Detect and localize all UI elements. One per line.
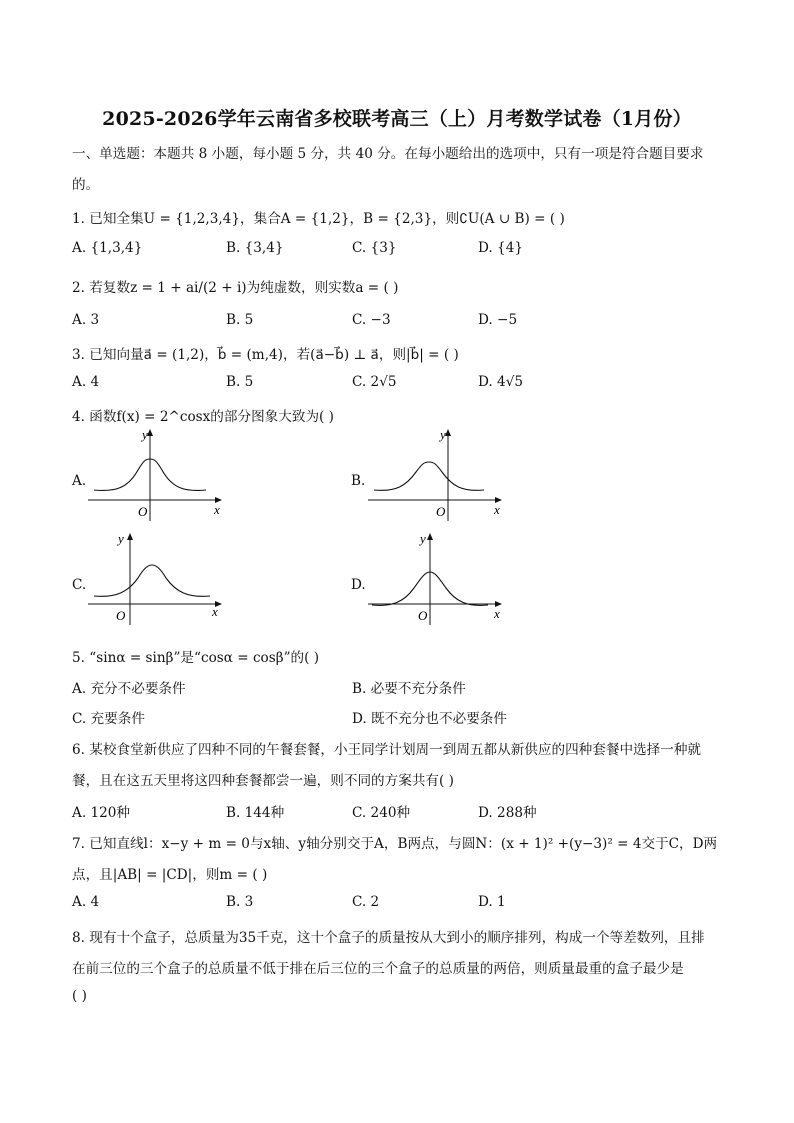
question-6-option-a: A. 120种 [72, 805, 130, 821]
question-7-option-d: D. 1 [478, 894, 506, 910]
question-3-option-d: D. 4√5 [478, 374, 524, 390]
question-1-option-b: B. {3,4} [226, 240, 284, 256]
section-heading: 一、单选题：本题共 8 小题，每小题 5 分，共 40 分。在每小题给出的选项中，只有一项是符合题目要求的。 [72, 146, 704, 193]
question-4-stem: 4. 函数f(x) = 2^cosx的部分图象大致为( ) [72, 409, 334, 425]
question-8-stem-line-3: ( ) [72, 988, 87, 1004]
question-1-option-c: C. {3} [352, 240, 397, 256]
question-6-option-c: C. 240种 [352, 805, 411, 821]
question-3-option-c: C. 2√5 [352, 374, 397, 390]
question-7-option-c: C. 2 [352, 894, 380, 910]
question-5-option-a: A. 充分不必要条件 [72, 681, 186, 697]
question-5-option-b: B. 必要不充分条件 [352, 681, 466, 697]
question-2-option-d: D. −5 [478, 312, 518, 328]
question-1-option-a: A. {1,3,4} [72, 240, 143, 256]
question-5-option-c: C. 充要条件 [72, 711, 145, 727]
question-3-stem: 3. 已知向量a⃗ = (1,2)，b⃗ = (m,4)，若(a⃗−b⃗) ⊥ a⃗，则|b⃗| = ( ) [72, 347, 459, 363]
question-6-stem-line-1: 6. 某校食堂新供应了四种不同的午餐套餐，小王同学计划周一到周五都从新供应的四种套餐中选择一种就 [72, 742, 702, 758]
graph-option-d [366, 530, 506, 626]
question-5-option-d: D. 既不充分也不必要条件 [352, 711, 507, 727]
graph-d-origin-label: O [418, 608, 428, 623]
graph-b-origin-label: O [436, 504, 446, 519]
question-4-option-c: C. [72, 577, 87, 593]
graph-d-y-label: y [420, 531, 426, 546]
graph-b-y-label: y [440, 427, 446, 442]
graph-c-y-label: y [118, 531, 124, 546]
graph-a-x-label: x [214, 502, 220, 517]
question-2-option-a: A. 3 [72, 312, 100, 328]
graph-c-x-label: x [212, 604, 218, 619]
question-7-stem-line-2: 点，且|AB| = |CD|，则m = ( ) [72, 867, 268, 883]
question-3-option-a: A. 4 [72, 374, 100, 390]
question-1-stem: 1. 已知全集U = {1,2,3,4}，集合A = {1,2}，B = {2,3}，则∁U(A ∪ B) = ( ) [72, 211, 565, 227]
question-6-option-d: D. 288种 [478, 805, 537, 821]
graph-option-a [86, 426, 226, 522]
question-1-option-d: D. {4} [478, 240, 524, 256]
page-title: 2025-2026学年云南省多校联考高三（上）月考数学试卷（1月份） [102, 108, 692, 130]
question-3-option-b: B. 5 [226, 374, 254, 390]
graph-c-origin-label: O [116, 608, 126, 623]
question-2-stem: 2. 若复数z = 1 + ai/(2 + i)为纯虚数，则实数a = ( ) [72, 280, 399, 296]
question-4-option-a: A. [72, 473, 87, 489]
question-4-option-b: B. [351, 473, 366, 489]
graph-a-y-label: y [142, 427, 148, 442]
question-6-option-b: B. 144种 [226, 805, 285, 821]
question-4-option-d: D. [351, 577, 366, 593]
question-7-option-a: A. 4 [72, 894, 100, 910]
graph-d-x-label: x [494, 606, 500, 621]
question-2-option-b: B. 5 [226, 312, 254, 328]
question-6-stem-line-2: 餐，且在这五天里将这四种套餐都尝一遍，则不同的方案共有( ) [72, 773, 454, 789]
question-8-stem-line-1: 8. 现有十个盒子，总质量为35千克，这十个盒子的质量按从大到小的顺序排列，构成一个等差数列，且排 [72, 930, 705, 946]
question-5-stem: 5. “sinα = sinβ”是“cosα = cosβ”的( ) [72, 650, 320, 666]
question-7-stem-line-1: 7. 已知直线l：x−y + m = 0与x轴、y轴分别交于A，B两点，与圆N：(x + 1)² +(y−3)² = 4交于C，D两 [72, 836, 718, 852]
graph-a-origin-label: O [138, 504, 148, 519]
graph-b-x-label: x [494, 502, 500, 517]
graph-option-c [86, 530, 226, 626]
question-8-stem-line-2: 在前三位的三个盒子的总质量不低于排在后三位的三个盒子的总质量的两倍，则质量最重的盒子最少是 [72, 961, 684, 977]
graph-option-b [366, 426, 506, 522]
question-2-option-c: C. −3 [352, 312, 391, 328]
question-7-option-b: B. 3 [226, 894, 254, 910]
